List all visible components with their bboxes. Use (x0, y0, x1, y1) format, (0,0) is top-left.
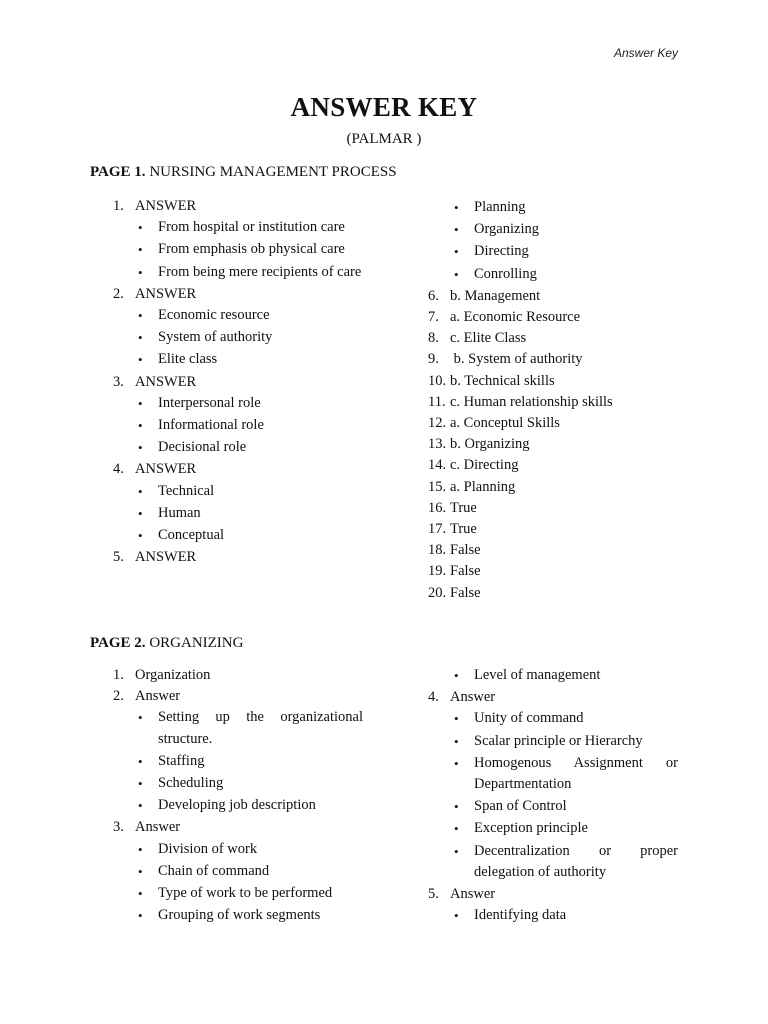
bullet-icon: • (138, 242, 143, 258)
numbered-item (428, 328, 678, 349)
numbered-item (90, 817, 363, 838)
bullet-icon: • (138, 753, 143, 769)
bullet-icon: • (138, 330, 143, 346)
bullet-item (90, 773, 363, 794)
item-number: 12. (428, 415, 447, 432)
section-title: NURSING MANAGEMENT PROCESS (145, 164, 397, 180)
bullet-icon: • (138, 886, 143, 902)
item-text: False (450, 542, 481, 559)
numbered-item (90, 686, 363, 707)
item-text: b. System of authority (450, 351, 583, 368)
bullet-item (90, 415, 363, 436)
item-text: c. Elite Class (450, 330, 527, 347)
bullet-item (90, 905, 363, 926)
item-text: b. Management (450, 287, 541, 304)
bullet-text: Informational role (158, 417, 264, 434)
bullet-item (90, 393, 363, 414)
item-number: 11. (428, 393, 446, 410)
bullet-item (90, 839, 363, 860)
bullet-text: Identifying data (474, 907, 567, 924)
bullet-text: From emphasis ob physical care (158, 241, 345, 258)
bullet-item (90, 861, 363, 882)
item-number: 20. (428, 584, 447, 601)
item-number: 1. (113, 667, 124, 683)
numbered-item (90, 372, 363, 393)
numbered-item (90, 459, 363, 480)
bullet-text: Conrolling (474, 265, 537, 282)
numbered-item (428, 687, 678, 708)
bullet-item (90, 262, 363, 283)
numbered-item (428, 392, 678, 413)
page2-right-column (428, 665, 678, 927)
bullet-item (428, 241, 678, 262)
bullet-item (90, 525, 363, 546)
bullet-icon: • (138, 776, 143, 792)
bullet-text: Scheduling (158, 775, 224, 792)
item-number: 7. (428, 309, 439, 326)
bullet-text: Directing (474, 243, 529, 260)
bullet-icon: • (454, 266, 459, 282)
bullet-item (428, 197, 678, 218)
bullet-icon: • (454, 843, 459, 859)
bullet-icon: • (138, 352, 143, 368)
numbered-item (90, 284, 363, 305)
section-heading-page2 (90, 635, 243, 652)
numbered-item (428, 561, 678, 582)
numbered-item (428, 884, 678, 905)
item-text: ANSWER (135, 373, 197, 390)
item-number: 6. (428, 287, 439, 304)
item-text: a. Planning (450, 478, 516, 495)
bullet-icon: • (138, 220, 143, 236)
item-number: 4. (428, 689, 439, 706)
bullet-text: From being mere recipients of care (158, 263, 362, 280)
numbered-item (428, 540, 678, 561)
item-text: b. Technical skills (450, 372, 555, 389)
bullet-icon: • (454, 799, 459, 815)
item-number: 2. (113, 285, 124, 302)
item-text: a. Conceptul Skills (450, 415, 560, 432)
numbered-item (428, 349, 678, 370)
page2-left-column (90, 665, 363, 927)
numbered-item (428, 477, 678, 498)
item-text: ANSWER (135, 461, 197, 478)
item-text: ANSWER (135, 198, 197, 214)
document-subtitle: (PALMAR ) (346, 131, 422, 147)
item-number: 18. (428, 542, 447, 559)
bullet-item (90, 795, 363, 816)
bullet-item (428, 264, 678, 285)
bullet-icon: • (454, 244, 459, 260)
item-text: True (450, 499, 477, 516)
bullet-icon: • (454, 733, 459, 749)
item-number: 5. (428, 886, 439, 903)
item-text: False (450, 584, 481, 601)
bullet-icon: • (454, 200, 459, 215)
bullet-text: Conceptual (158, 527, 225, 544)
bullet-text: Interpersonal role (158, 394, 261, 411)
bullet-item (90, 883, 363, 904)
bullet-item (90, 349, 363, 370)
bullet-item (428, 841, 678, 883)
bullet-text: Decisional role (158, 439, 247, 456)
item-number: 8. (428, 330, 439, 347)
numbered-item (90, 665, 363, 686)
bullet-text: Human (158, 504, 201, 521)
item-number: 13. (428, 436, 447, 453)
bullet-item (90, 751, 363, 772)
bullet-item (90, 239, 363, 260)
item-number: 19. (428, 563, 447, 580)
bullet-item (428, 665, 678, 686)
item-number: 2. (113, 688, 124, 705)
item-number: 3. (113, 819, 124, 836)
item-text: Answer (450, 689, 496, 706)
item-text: a. Economic Resource (450, 309, 581, 326)
numbered-item (428, 286, 678, 307)
bullet-icon: • (138, 528, 143, 544)
section-label: PAGE 2. (90, 635, 146, 651)
item-number: 9. (428, 351, 439, 368)
item-text: Answer (450, 886, 496, 903)
numbered-item (428, 413, 678, 434)
item-text: Answer (135, 819, 181, 836)
bullet-icon: • (138, 710, 143, 726)
section-title: ORGANIZING (145, 635, 244, 651)
item-text: False (450, 563, 481, 580)
bullet-icon: • (138, 841, 143, 857)
bullet-item (428, 708, 678, 729)
running-header: Answer Key (613, 46, 678, 60)
bullet-item (428, 796, 678, 817)
bullet-item (428, 818, 678, 839)
bullet-item (90, 503, 363, 524)
bullet-item (90, 707, 363, 749)
bullet-item (90, 437, 363, 458)
bullet-item (90, 305, 363, 326)
bullet-text: Developing job description (158, 797, 316, 814)
bullet-item (90, 481, 363, 502)
item-number: 16. (428, 499, 447, 516)
item-number: 10. (428, 372, 447, 389)
bullet-icon: • (138, 418, 143, 434)
bullet-text: Chain of command (158, 862, 270, 879)
bullet-item (428, 731, 678, 752)
document-title: ANSWER KEY (290, 92, 478, 122)
bullet-icon: • (138, 483, 143, 499)
page1-right-column (428, 197, 678, 604)
page1-left-column (90, 196, 363, 568)
bullet-icon: • (138, 863, 143, 879)
item-number: 5. (113, 549, 124, 566)
bullet-icon: • (138, 395, 143, 411)
bullet-text: Grouping of work segments (158, 907, 321, 924)
item-number: 14. (428, 457, 447, 474)
bullet-text: Setting up the organizational structure. (158, 709, 363, 747)
item-text: c. Human relationship skills (450, 393, 613, 410)
bullet-icon: • (454, 821, 459, 837)
item-number: 3. (113, 373, 124, 390)
bullet-text: System of authority (158, 329, 273, 346)
numbered-item (428, 498, 678, 519)
bullet-text: Span of Control (474, 798, 567, 815)
bullet-text: Economic resource (158, 307, 270, 324)
section-heading-page1 (90, 164, 397, 181)
bullet-text: From hospital or institution care (158, 219, 345, 236)
section-label: PAGE 1. (90, 164, 146, 180)
bullet-icon: • (138, 908, 143, 924)
bullet-text: Decentralization or proper delegation of authority (474, 842, 678, 880)
item-text: True (450, 521, 477, 538)
numbered-item (90, 196, 363, 217)
bullet-item (428, 219, 678, 240)
bullet-text: Elite class (158, 351, 218, 368)
bullet-text: Staffing (158, 752, 205, 769)
item-number: 15. (428, 478, 447, 495)
item-number: 1. (113, 198, 124, 214)
bullet-icon: • (138, 798, 143, 814)
bullet-text: Homogenous Assignment or Departmentation (474, 754, 678, 793)
bullet-text: Organizing (474, 221, 539, 238)
bullet-icon: • (454, 908, 459, 924)
bullet-icon: • (138, 264, 143, 280)
numbered-item (428, 583, 678, 604)
item-text: c. Directing (450, 457, 519, 474)
numbered-item (428, 307, 678, 328)
bullet-icon: • (454, 755, 459, 771)
bullet-text: Unity of command (474, 710, 584, 727)
item-text: Answer (135, 688, 181, 705)
numbered-item (428, 519, 678, 540)
numbered-item (428, 455, 678, 476)
bullet-icon: • (138, 505, 143, 521)
bullet-text: Level of management (474, 667, 601, 683)
numbered-item (428, 371, 678, 392)
bullet-text: Planning (474, 199, 526, 215)
bullet-item (90, 217, 363, 238)
item-number: 17. (428, 521, 447, 538)
numbered-item (428, 434, 678, 455)
bullet-icon: • (138, 440, 143, 456)
bullet-text: Division of work (158, 840, 258, 857)
bullet-icon: • (454, 711, 459, 727)
bullet-text: Technical (158, 482, 215, 499)
bullet-text: Type of work to be performed (158, 885, 333, 902)
bullet-text: Exception principle (474, 820, 588, 837)
item-text: b. Organizing (450, 436, 530, 453)
bullet-item (428, 905, 678, 926)
item-text: Organization (135, 667, 211, 683)
bullet-text: Scalar principle or Hierarchy (474, 732, 643, 749)
numbered-item (90, 547, 363, 568)
bullet-item (90, 327, 363, 348)
bullet-icon: • (138, 308, 143, 324)
bullet-icon: • (454, 222, 459, 238)
item-text: ANSWER (135, 285, 197, 302)
bullet-icon: • (454, 668, 459, 683)
item-text: ANSWER (135, 549, 197, 566)
bullet-item (428, 753, 678, 795)
item-number: 4. (113, 461, 124, 478)
